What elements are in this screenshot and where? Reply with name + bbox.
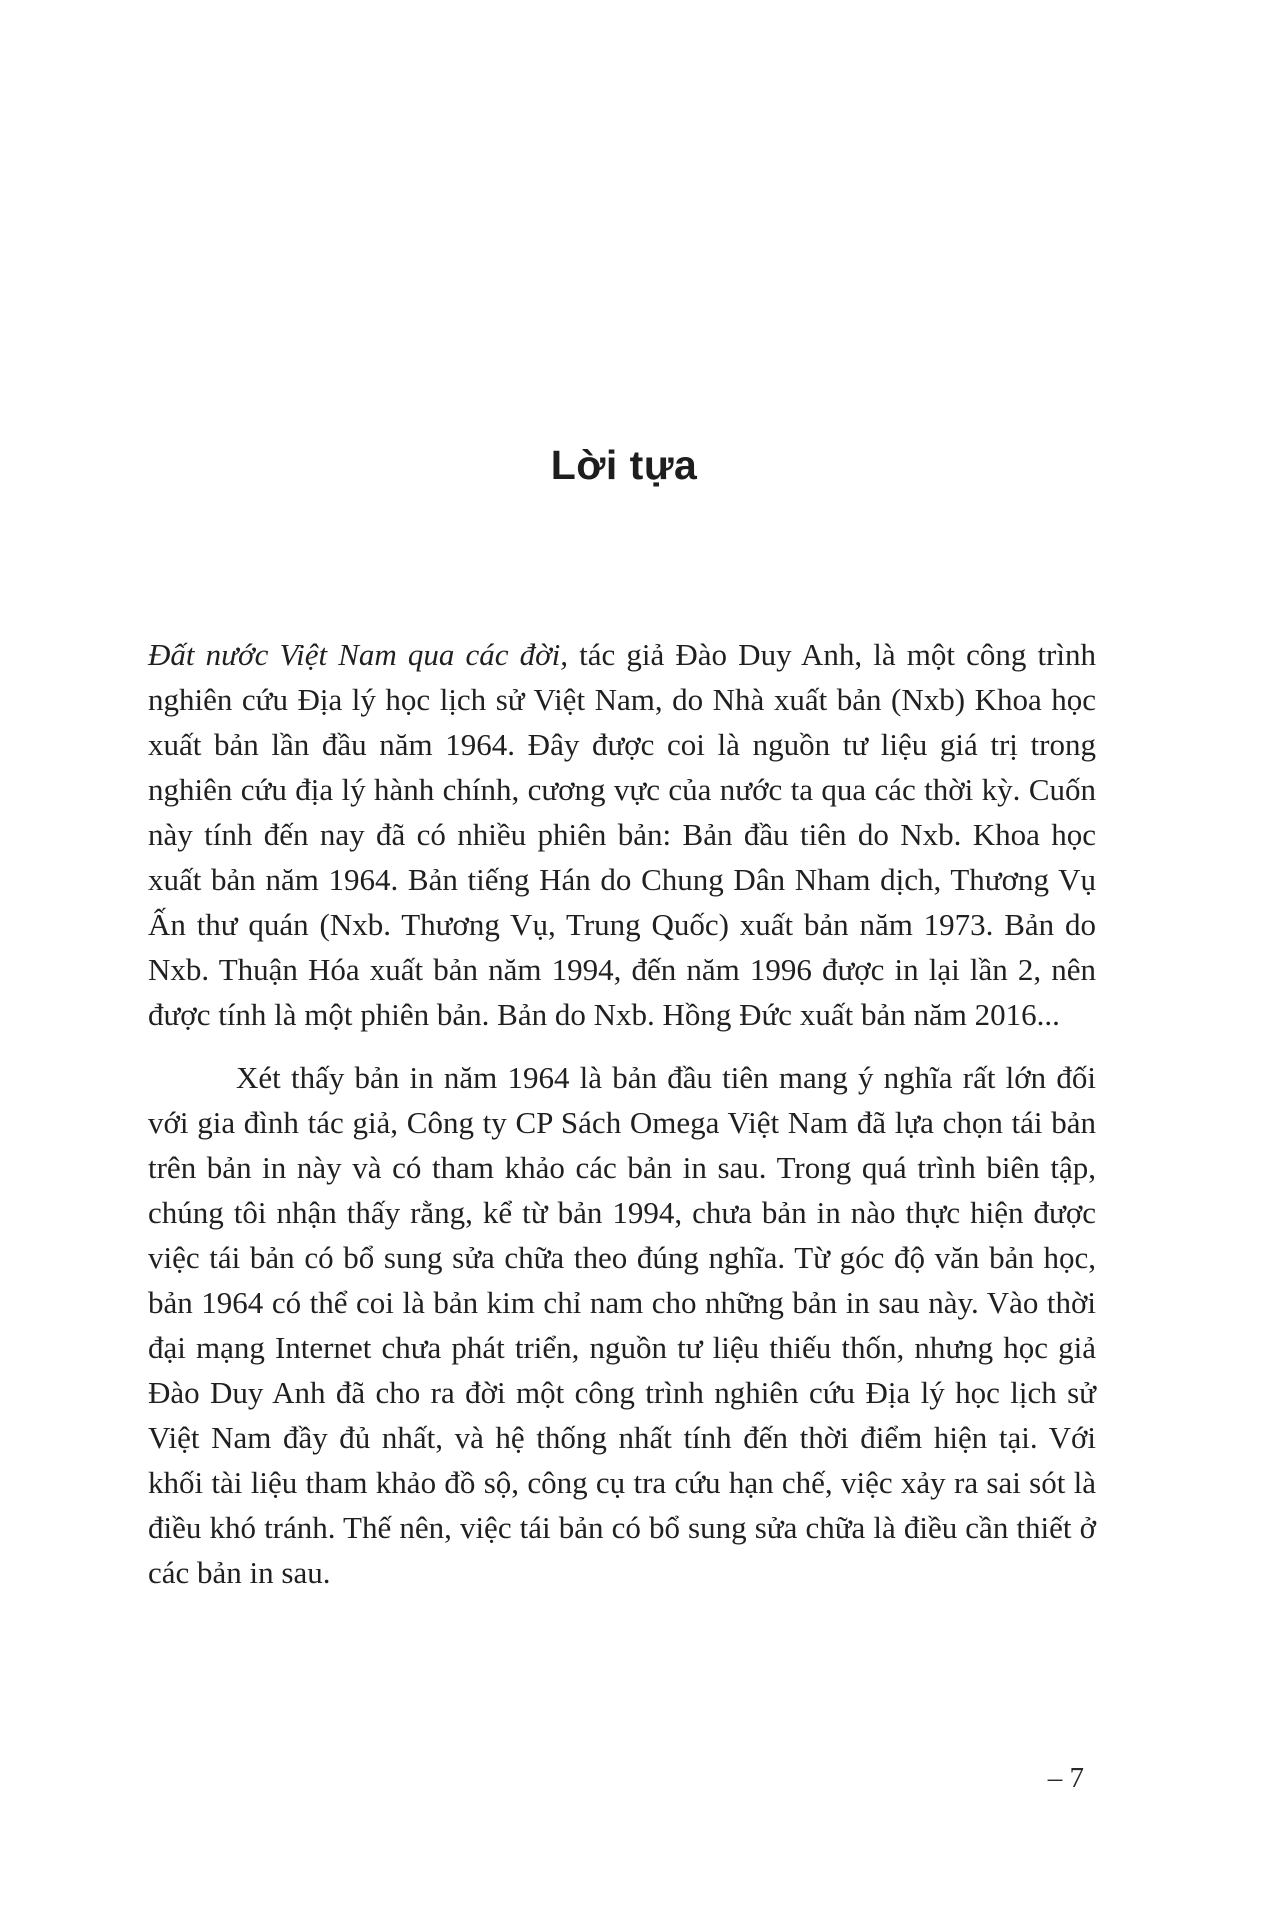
paragraph-2 [148,1055,1096,1595]
page-number: – 7 [1047,1762,1084,1794]
preface-body [148,632,1096,1595]
paragraph-1 [148,632,1096,1037]
page-title: Lời tựa [550,442,698,489]
paragraph-2-text: Xét thấy bản in năm 1964 là bản đầu tiên mang ý nghĩa rất lớn đối với gia đình tác giả, Công ty CP Sách Omega Việt Nam đã lựa chọn tái bản trên bản in này và có tham khảo các bản in sau. Trong quá trình biên tập, chúng tôi nhận thấy rằng, kể từ bản 1994, chưa bản in nào thực hiện được việc tái bản có bổ sung sửa chữa theo đúng nghĩa. Từ góc độ văn bản học, bản 1964 có thể coi là bản kim chỉ nam cho những bản in sau này. Vào thời đại mạng Internet chưa phát triển, nguồn tư liệu thiếu thốn, nhưng học giả Đào Duy Anh đã cho ra đời một công trình nghiên cứu Địa lý học lịch sử Việt Nam đầy đủ nhất, và hệ thống nhất tính đến thời điểm hiện tại. Với khối tài liệu tham khảo đồ sộ, công cụ tra cứu hạn chế, việc xảy ra sai sót là điều khó tránh. Thế nên, việc tái bản có bổ sung sửa chữa là điều cần thiết ở các bản in sau. [148,1060,1096,1590]
paragraph-1-text: tác giả Đào Duy Anh, là một công trình nghiên cứu Địa lý học lịch sử Việt Nam, do Nhà xuất bản (Nxb) Khoa học xuất bản lần đầu năm 1964. Đây được coi là nguồn tư liệu giá trị trong nghiên cứu địa lý hành chính, cương vực của nước ta qua các thời kỳ. Cuốn này tính đến nay đã có nhiều phiên bản: Bản đầu tiên do Nxb. Khoa học xuất bản năm 1964. Bản tiếng Hán do Chung Dân Nham dịch, Thương Vụ Ấn thư quán (Nxb. Thương Vụ, Trung Quốc) xuất bản năm 1973. Bản do Nxb. Thuận Hóa xuất bản năm 1994, đến năm 1996 được in lại lần 2, nên được tính là một phiên bản. Bản do Nxb. Hồng Đức xuất bản năm 2016... [148,637,1096,1032]
book-title-italic: Đất nước Việt Nam qua các đời, [148,637,569,672]
